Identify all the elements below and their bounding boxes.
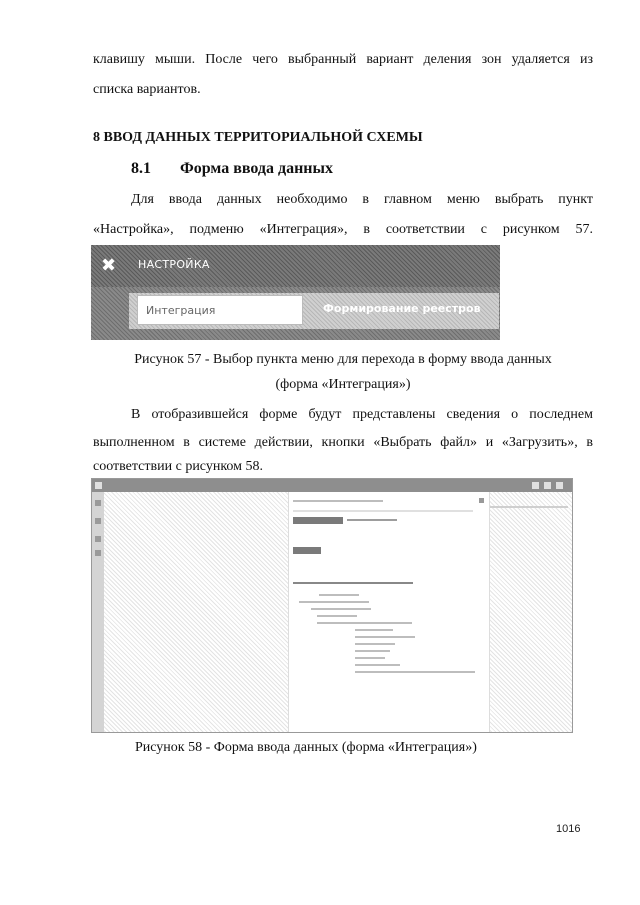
- detail-row-10: [355, 657, 385, 659]
- last-action-title: [293, 582, 413, 584]
- detail-row-7: [355, 636, 415, 638]
- form-separator: [293, 510, 473, 512]
- paragraph-1-line-1: Для ввода данных необходимо в главном меню выбрать пункт: [131, 192, 593, 207]
- submenu-item-integration[interactable]: Интеграция: [137, 295, 303, 325]
- left-sidebar: [92, 492, 104, 733]
- menu-item-settings[interactable]: НАСТРОЙКА: [138, 258, 210, 271]
- upload-button[interactable]: [293, 547, 321, 554]
- detail-row-6: [355, 629, 393, 631]
- page-number: 1016: [556, 823, 581, 835]
- subsection-number: 8.1: [131, 160, 151, 177]
- sidebar-icon-2[interactable]: [95, 518, 101, 524]
- window-titlebar: [92, 479, 572, 492]
- close-icon[interactable]: [556, 482, 563, 489]
- detail-row-11: [355, 664, 400, 666]
- app-icon: [95, 482, 102, 489]
- integration-form-panel: [288, 492, 490, 733]
- paragraph-2-line-2: выполненном в системе действии, кнопки «Выбрать файл» и «Загрузить», в: [93, 435, 593, 450]
- sidebar-icon-3[interactable]: [95, 536, 101, 542]
- right-pane-line: [490, 506, 568, 508]
- sidebar-icon-4[interactable]: [95, 550, 101, 556]
- intro-line-2: списка вариантов.: [93, 82, 201, 97]
- form-header-line: [293, 500, 383, 502]
- detail-row-2: [299, 601, 369, 603]
- main-menu-bar: [91, 245, 500, 287]
- paragraph-2-line-1: В отобразившейся форме будут представлены сведения о последнем: [131, 407, 593, 422]
- tools-icon: ✖: [101, 255, 117, 276]
- detail-row-3: [311, 608, 371, 610]
- section-heading: 8 ВВОД ДАННЫХ ТЕРРИТОРИАЛЬНОЙ СХЕМЫ: [93, 130, 423, 145]
- figure-58-form-screenshot: [91, 478, 573, 733]
- figure-57-caption-line-1: Рисунок 57 - Выбор пункта меню для перехода в форму ввода данных: [134, 352, 552, 367]
- submenu-item-registries[interactable]: Формирование реестров: [323, 302, 481, 315]
- figure-57-caption-line-2: (форма «Интеграция»): [275, 377, 411, 392]
- detail-row-1: [319, 594, 359, 596]
- figure-57-menu-screenshot: [91, 245, 500, 340]
- detail-row-12: [355, 671, 475, 673]
- file-name-field: [347, 519, 397, 521]
- subsection-heading: [131, 160, 333, 178]
- sidebar-icon-1[interactable]: [95, 500, 101, 506]
- panel-close-icon[interactable]: [479, 498, 484, 503]
- figure-58-caption: Рисунок 58 - Форма ввода данных (форма «Интеграция»): [135, 740, 477, 755]
- choose-file-button[interactable]: [293, 517, 343, 524]
- minimize-icon[interactable]: [532, 482, 539, 489]
- intro-line-1: клавишу мыши. После чего выбранный вариант деления зон удаляется из: [93, 52, 593, 67]
- detail-row-5: [317, 622, 412, 624]
- maximize-icon[interactable]: [544, 482, 551, 489]
- subsection-title: Форма ввода данных: [180, 160, 334, 177]
- detail-row-9: [355, 650, 390, 652]
- paragraph-2-line-3: соответствии с рисунком 58.: [93, 459, 264, 474]
- right-pane: [490, 501, 570, 513]
- paragraph-1-line-2: «Настройка», подменю «Интеграция», в соответствии с рисунком 57.: [93, 222, 593, 237]
- detail-row-8: [355, 643, 395, 645]
- detail-row-4: [317, 615, 357, 617]
